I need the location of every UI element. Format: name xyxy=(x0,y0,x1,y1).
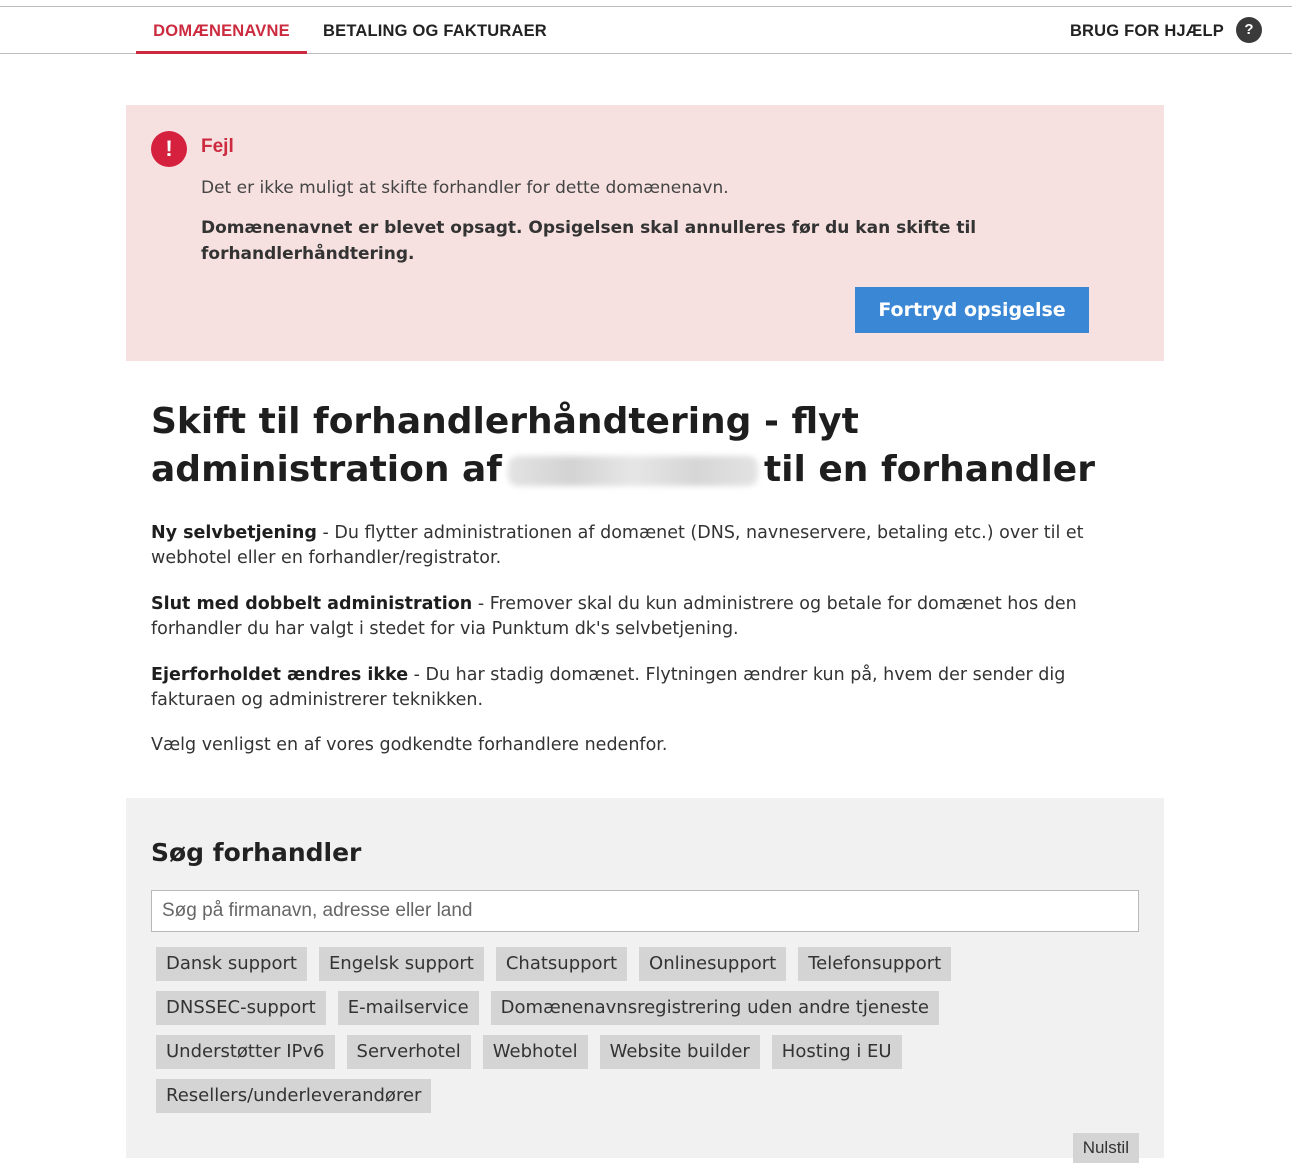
filter-chip[interactable]: Chatsupport xyxy=(496,947,627,981)
page-title xyxy=(151,398,1161,494)
error-detail: Domænenavnet er blevet opsagt. Opsigelsen skal annulleres før du kan skifte til forhandlerhåndtering. xyxy=(201,218,977,264)
filter-chip[interactable]: Website builder xyxy=(600,1035,760,1069)
tab-domains[interactable]: DOMÆNENAVNE xyxy=(136,7,307,54)
info-heading: Ny selvbetjening xyxy=(151,523,317,543)
reset-filters-button[interactable]: Nulstil xyxy=(1073,1133,1139,1163)
page-title-part1: Skift til forhandlerhåndtering - flyt administration af xyxy=(151,401,859,490)
tab-billing[interactable]: BETALING OG FAKTURAER xyxy=(323,22,547,40)
top-navigation xyxy=(0,6,1292,54)
undo-termination-button[interactable]: Fortryd opsigelse xyxy=(855,287,1089,333)
info-text: - Du flytter administrationen af domænet (DNS, navneservere, betaling etc.) over til et webhotel eller en forhandler/registrator. xyxy=(151,523,1084,568)
blurred-domain-name xyxy=(508,456,758,486)
filter-chip[interactable]: Engelsk support xyxy=(319,947,484,981)
exclamation-icon: ! xyxy=(151,131,187,167)
filter-chip[interactable]: Serverhotel xyxy=(347,1035,471,1069)
info-paragraph-self-service xyxy=(151,521,1141,571)
error-alert xyxy=(126,105,1164,361)
help-link[interactable]: BRUG FOR HJÆLP xyxy=(1069,22,1224,40)
filter-chip[interactable]: Dansk support xyxy=(156,947,307,981)
search-title: Søg forhandler xyxy=(151,838,362,867)
filter-chip[interactable]: Onlinesupport xyxy=(639,947,786,981)
info-text: - Du har stadig domænet. Flytningen ændrer kun på, hvem der sender dig fakturaen og administrerer teknikken. xyxy=(151,665,1066,710)
info-paragraph-double-admin xyxy=(151,592,1141,642)
search-input[interactable] xyxy=(151,890,1139,932)
info-text: - Fremover skal du kun administrere og betale for domænet hos den forhandler du har valgt i stedet for via Punktum dk's selvbetjening. xyxy=(151,594,1077,639)
closing-text: Vælg venligst en af vores godkendte forhandlere nedenfor. xyxy=(151,735,668,755)
question-icon[interactable]: ? xyxy=(1236,17,1262,43)
info-heading: Ejerforholdet ændres ikke xyxy=(151,665,409,685)
filter-chip[interactable]: Domænenavnsregistrering uden andre tjeneste xyxy=(491,991,939,1025)
filter-chip[interactable]: Hosting i EU xyxy=(772,1035,902,1069)
info-paragraph-ownership xyxy=(151,663,1141,713)
reseller-search-panel xyxy=(126,798,1164,1158)
filter-chip[interactable]: Telefonsupport xyxy=(798,947,951,981)
error-message: Det er ikke muligt at skifte forhandler for dette domænenavn. xyxy=(201,178,729,198)
filter-chip[interactable]: DNSSEC-support xyxy=(156,991,326,1025)
filter-chip[interactable]: E-mailservice xyxy=(338,991,479,1025)
error-title: Fejl xyxy=(201,136,234,157)
page-title-part2: til en forhandler xyxy=(763,449,1095,490)
filter-chip[interactable]: Understøtter IPv6 xyxy=(156,1035,335,1069)
filter-chip[interactable]: Resellers/underleverandører xyxy=(156,1079,431,1113)
filter-chip[interactable]: Webhotel xyxy=(483,1035,588,1069)
info-heading: Slut med dobbelt administration xyxy=(151,594,473,614)
filter-chips xyxy=(156,947,1056,1123)
